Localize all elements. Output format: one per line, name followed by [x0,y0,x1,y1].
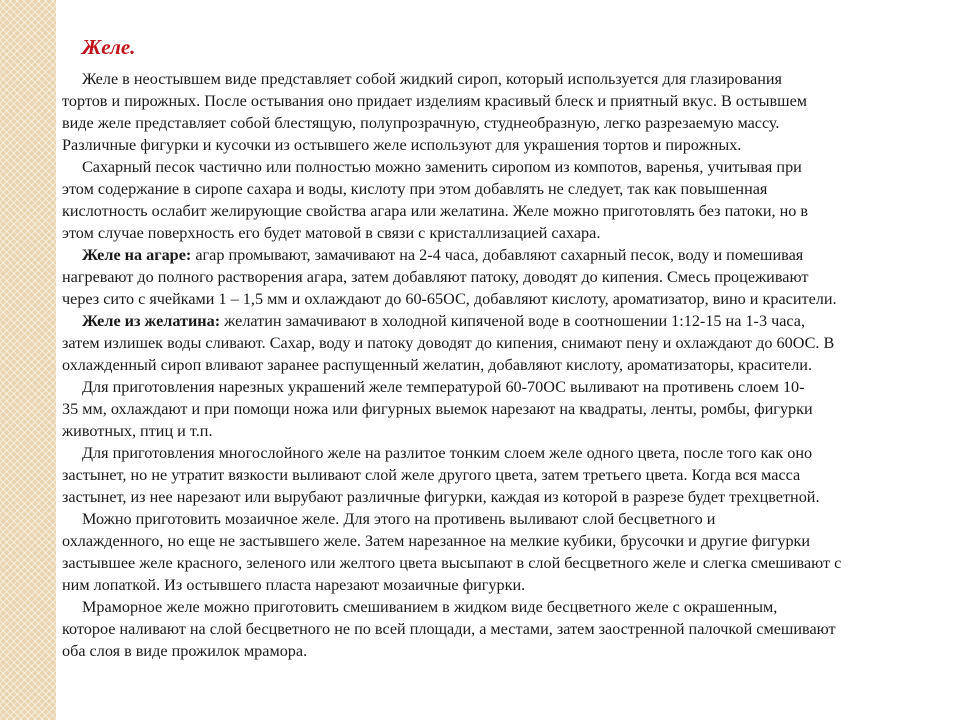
paragraph-line: 35 мм, охлаждают и при помощи ножа или фигурных выемок нарезают на квадраты, ленты, ромбы, фигурки [62,400,813,418]
paragraph-line: оба слоя в виде прожилок мрамора. [62,642,308,660]
paragraph-heading: Желе на агаре: [82,246,192,264]
paragraph-heading: Желе из желатина: [82,312,221,330]
paragraph-line: которое наливают на слой бесцветного не по всей площади, а местами, затем заостренной палочкой смешивают [62,620,836,638]
paragraph-line: через сито с ячейками 1 – 1,5 мм и охлаждают до 60-65ОС, добавляют кислоту, ароматизатор, вино и красители. [62,290,837,308]
paragraph-marble [62,596,930,662]
paragraph-line: этом случае поверхность его будет матовой в связи с кристаллизацией сахара. [62,224,601,242]
paragraph-line [82,310,930,332]
paragraph-line: тортов и пирожных. После остывания оно придает изделиям красивый блеск и приятный вкус. В остывшем [62,92,808,110]
paragraph-gelatin [62,310,930,376]
paragraph-line: Для приготовления нарезных украшений желе температурой 60-70ОС выливают на противень слоем 10- [82,378,805,396]
paragraph-intro [62,68,930,156]
paragraph-line [82,244,930,266]
paragraph-line: виде желе представляет собой блестящую, полупрозрачную, студнеобразную, легко разрезаемую массу. [62,114,780,132]
paragraph-line: затем излишек воды сливают. Сахар, воду и патоку доводят до кипения, снимают пену и охлаждают до 60ОС. В [62,334,835,352]
paragraph-line: застынет, но не утратит вязкости выливают слой желе другого цвета, затем третьего цвета. Когда вся масса [62,466,801,484]
paragraph-line: кислотность ослабит желирующие свойства агара или желатина. Желе можно приготовлять без патоки, но в [62,202,809,220]
paragraph-line: застынет, из нее нарезают или вырубают различные фигурки, каждая из которой в разрезе будет трехцветной. [62,488,820,506]
paragraph-sugar [62,156,930,244]
paragraph-line: Для приготовления многослойного желе на разлитое тонким слоем желе одного цвета, после того как оно [82,444,813,462]
paragraph-line: Мраморное желе можно приготовить смешиванием в жидком виде бесцветного желе с окрашенным, [82,598,778,616]
decorative-side-band [0,0,56,720]
paragraph-line: Можно приготовить мозаичное желе. Для этого на противень выливают слой бесцветного и [82,510,716,528]
paragraph-line: Сахарный песок частично или полностью можно заменить сиропом из компотов, варенья, учитывая при [82,158,802,176]
paragraph-line-text: желатин замачивают в холодной кипяченой воде в соотношении 1:12-15 на 1-3 часа, [220,312,806,330]
paragraph-line: этом содержание в сиропе сахара и воды, кислоту при этом добавлять не следует, так как повышенная [62,180,768,198]
paragraph-line: животных, птиц и т.п. [62,422,213,440]
paragraph-line: охлажденный сироп вливают заранее распущенный желатин, добавляют кислоту, ароматизаторы, красители. [62,356,813,374]
paragraph-line: Желе в неостывшем виде представляет собой жидкий сироп, который используется для глазирования [82,70,782,88]
paragraph-mosaic [62,508,930,596]
document-page [62,34,930,662]
paragraph-line: ним лопаткой. Из остывшего пласта нарезают мозаичные фигурки. [62,576,526,594]
paragraph-multilayer [62,442,930,508]
paragraph-line: охлажденного, но еще не застывшего желе. Затем нарезанное на мелкие кубики, брусочки и другие фигурки [62,532,811,550]
paragraph-line: Различные фигурки и кусочки из остывшего желе используют для украшения тортов и пирожных. [62,136,742,154]
paragraph-line: нагревают до полного растворения агара, затем добавляют патоку, доводят до кипения. Смесь процеживают [62,268,809,286]
page-title: Желе. [82,35,136,59]
paragraph-agar [62,244,930,310]
paragraph-line-text: агар промывают, замачивают на 2-4 часа, добавляют сахарный песок, воду и помешивая [191,246,804,264]
paragraph-cut-decorations [62,376,930,442]
paragraph-line: застывшее желе красного, зеленого или желтого цвета высыпают в слой бесцветного желе и слегка смешивают с [62,554,842,572]
